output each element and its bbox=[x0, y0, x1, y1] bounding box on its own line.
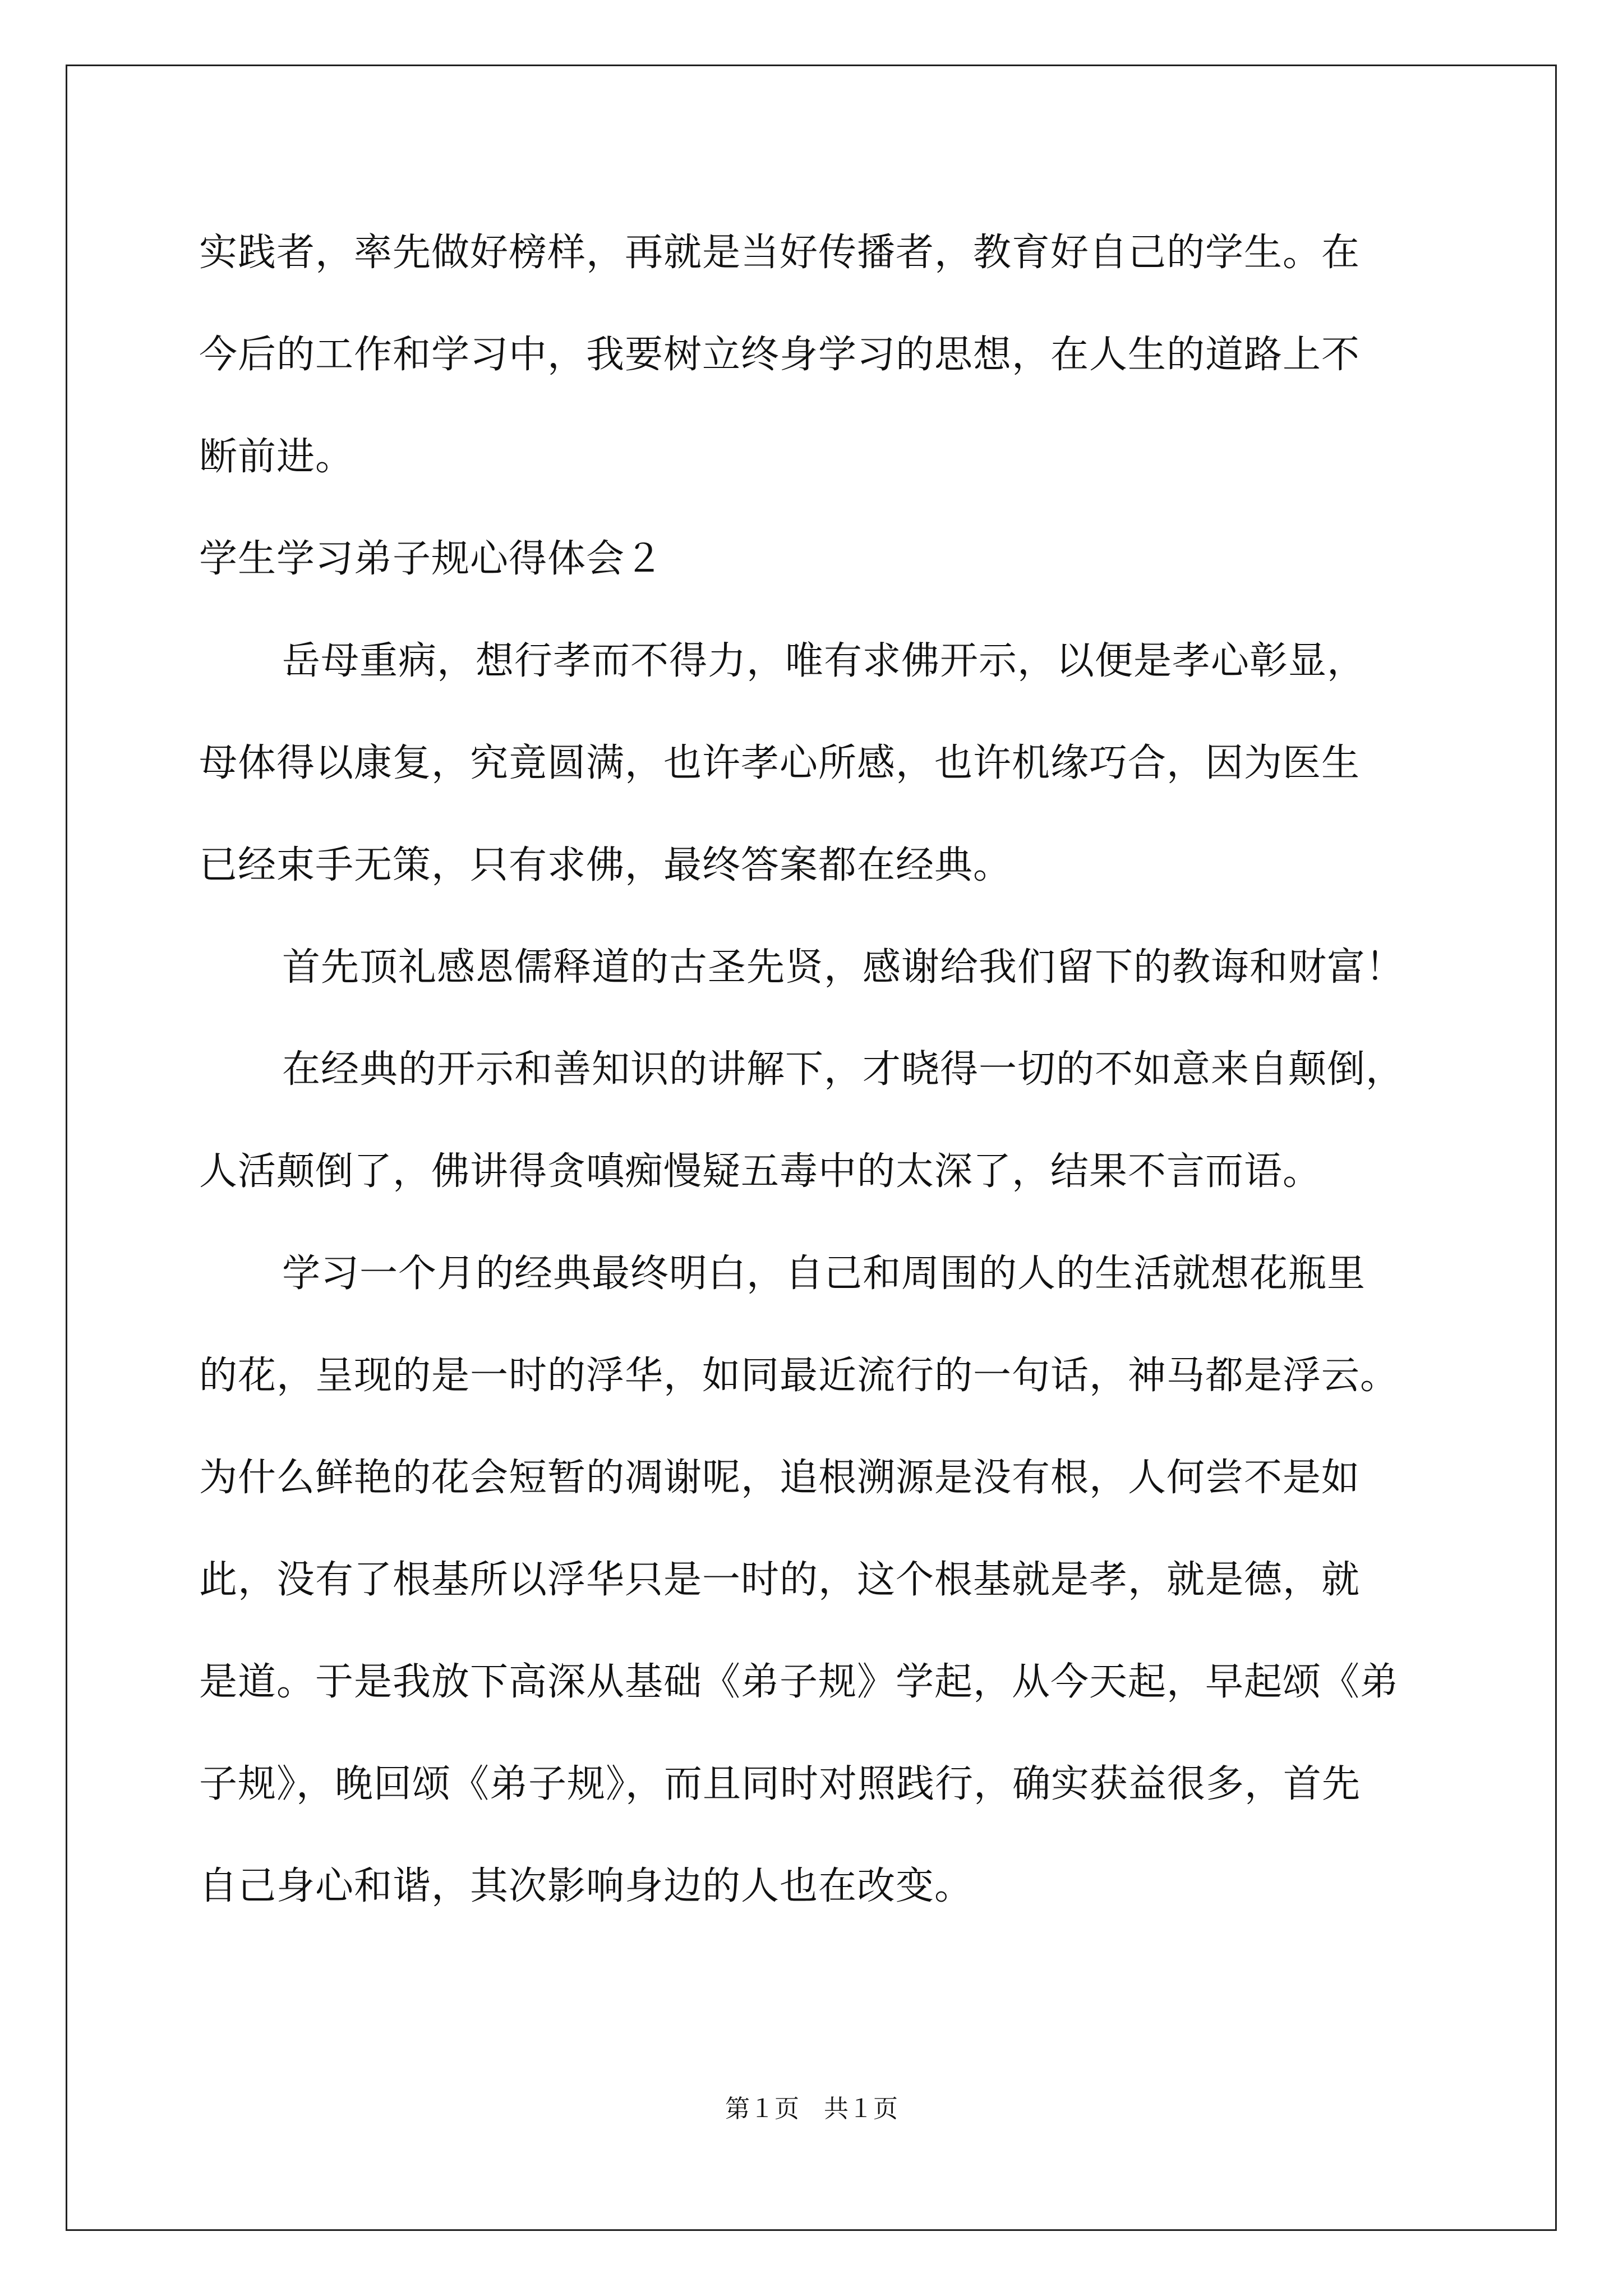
body-line: 断前进。 bbox=[199, 435, 354, 479]
paragraph-start-line: 岳母重病，想行孝而不得力，唯有求佛开示，以便是孝心彰显， bbox=[282, 639, 1366, 683]
body-line: 是道。于是我放下高深从基础《弟子规》学起，从今天起，早起颂《弟 bbox=[199, 1660, 1399, 1704]
body-line: 人活颠倒了，佛讲得贪嗔痴慢疑五毒中的太深了，结果不言而语。 bbox=[199, 1149, 1322, 1194]
body-line: 为什么鲜艳的花会短暂的凋谢呢，追根溯源是没有根，人何尝不是如 bbox=[199, 1456, 1361, 1500]
body-line: 母体得以康复，究竟圆满，也许孝心所感，也许机缘巧合，因为医生 bbox=[199, 741, 1361, 785]
paragraph-start-line: 在经典的开示和善知识的讲解下，才晓得一切的不如意来自颠倒， bbox=[282, 1047, 1405, 1092]
page-footer: 第１页 共１页 bbox=[725, 2095, 898, 2123]
body-line: 已经束手无策，只有求佛，最终答案都在经典。 bbox=[199, 843, 1012, 887]
body-line: 此，没有了根基所以浮华只是一时的，这个根基就是孝，就是德，就 bbox=[199, 1558, 1361, 1602]
paragraph-start-line: 首先顶礼感恩儒释道的古圣先贤，感谢给我们留下的教诲和财富！ bbox=[282, 945, 1405, 990]
body-line: 子规》，晚回颂《弟子规》，而且同时对照践行，确实获益很多，首先 bbox=[199, 1762, 1361, 1806]
body-line: 实践者，率先做好榜样，再就是当好传播者，教育好自己的学生。在 bbox=[199, 231, 1361, 275]
body-line: 的花，呈现的是一时的浮华，如同最近流行的一句话，神马都是浮云。 bbox=[199, 1354, 1399, 1398]
body-line: 今后的工作和学习中，我要树立终身学习的思想，在人生的道路上不 bbox=[199, 333, 1361, 377]
section-heading: 学生学习弟子规心得体会２ bbox=[199, 537, 664, 581]
document-body bbox=[199, 202, 1424, 1938]
body-line: 自己身心和谐，其次影响身边的人也在改变。 bbox=[199, 1864, 974, 1908]
paragraph-start-line: 学习一个月的经典最终明白，自己和周围的人的生活就想花瓶里 bbox=[282, 1251, 1366, 1296]
